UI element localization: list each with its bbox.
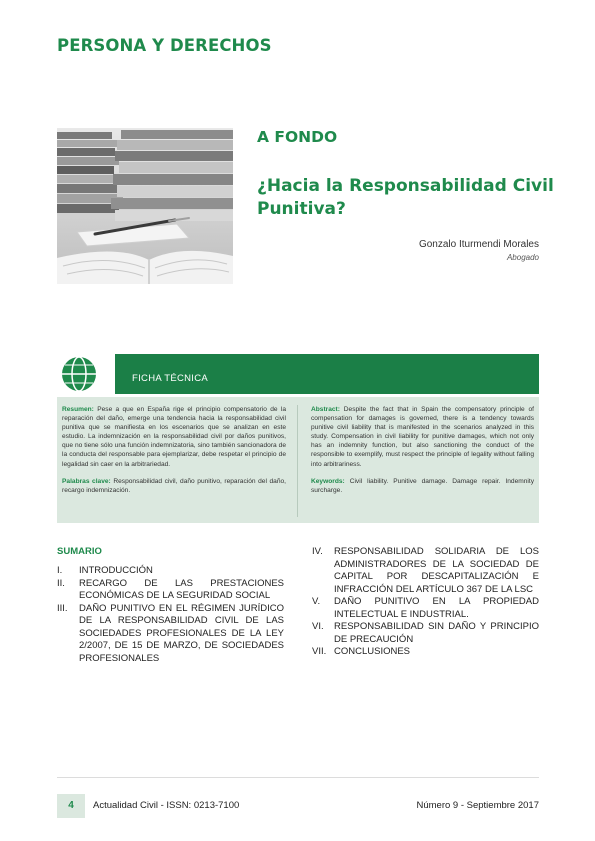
toc-item xyxy=(312,646,539,659)
toc-text: INTRODUCCIÓN xyxy=(79,565,153,576)
column-divider xyxy=(297,405,298,517)
sumario-title: SUMARIO xyxy=(57,546,102,557)
toc-number: VII. xyxy=(312,646,327,657)
globe-emblem-icon xyxy=(59,354,99,394)
author-name: Gonzalo Iturmendi Morales xyxy=(418,239,539,250)
journal-info: Actualidad Civil - ISSN: 0213-7100 xyxy=(93,800,240,811)
resumen-text: Pese a que en España rige el principio compensatorio de la reparación del daño, emerge una tendencia hacia la responsabilidad civil punitiva que se manifiesta en los escenarios que se analizan en este estudio. La indemnización en la responsabilidad civil por daños punitivos, que no tiene sólo una función indemnizatoria, sino también sancionadora de la conducta del responsable para ejemplarizar, debe respetar el principio de legalidad sin caer en la arbitrariedad. xyxy=(62,406,286,468)
toc-number: II. xyxy=(57,577,65,589)
toc-item xyxy=(57,565,284,578)
toc-text: DAÑO PUNITIVO EN EL RÉGIMEN JURÍDICO DE LA RESPONSABILIDAD CIVIL DE LAS SOCIEDADES PROFESIONALES DE LA LEY 2/2007, DE 15 DE MARZO, DE SOCIEDADES PROFESIONALES xyxy=(79,602,284,664)
toc-right-column xyxy=(312,546,539,659)
resumen-paragraph xyxy=(62,405,286,469)
abstract-label: Abstract: xyxy=(311,406,340,413)
resumen-label: Resumen: xyxy=(62,406,94,413)
article-photo xyxy=(57,128,233,284)
article-kicker: A FONDO xyxy=(257,128,338,146)
toc-item xyxy=(312,596,539,621)
page-number: 4 xyxy=(57,794,85,818)
ficha-spanish-column xyxy=(62,405,286,503)
article-title: ¿Hacia la Responsabilidad Civil Punitiva? xyxy=(257,176,554,219)
palabras-paragraph xyxy=(62,477,286,495)
toc-text: RESPONSABILIDAD SIN DAÑO Y PRINCIPIO DE PRECAUCIÓN xyxy=(334,621,539,645)
abstract-paragraph xyxy=(311,405,534,469)
toc-item xyxy=(57,603,284,666)
keywords-label: Keywords: xyxy=(311,477,345,485)
section-title: PERSONA Y DERECHOS xyxy=(57,36,272,55)
toc-number: I. xyxy=(57,565,63,576)
toc-text: RECARGO DE LAS PRESTACIONES ECONÓMICAS DE LA SEGURIDAD SOCIAL xyxy=(79,577,284,601)
toc-text: RESPONSABILIDAD SOLIDARIA DE LOS ADMINISTRADORES DE LA SOCIEDAD DE CAPITAL POR DESCAPITALIZACIÓN E INFRACCIÓN DEL ARTÍCULO 367 DE LA LSC xyxy=(334,546,539,595)
toc-item xyxy=(312,546,539,596)
toc-number: III. xyxy=(57,602,68,614)
abstract-text: Despite the fact that in Spain the compensatory principle of compensation for damages is governed, there is a tendency towards punitive civil liability that is manifested in the scenarios analyzed in this study. Compensation in civil liability for punitive damages, which not only has an indemnity function, but also sanctioning the conduct of the responsible to exemplify, must respect the principle of legality without falling into arbitrariness. xyxy=(311,406,534,468)
ficha-panel xyxy=(57,397,539,523)
toc-text: CONCLUSIONES xyxy=(334,646,411,657)
toc-number: IV. xyxy=(312,546,323,557)
issue-info: Número 9 - Septiembre 2017 xyxy=(416,800,539,811)
books-pen-photo xyxy=(57,128,233,284)
keywords-text: Civil liability. Punitive damage. Damage repair. Indemnity surcharge. xyxy=(311,477,534,494)
footer-divider xyxy=(57,777,539,778)
ficha-english-column xyxy=(311,405,534,503)
toc-number: VI. xyxy=(312,621,324,632)
toc-left-column xyxy=(57,565,284,665)
palabras-text: Responsabilidad civil, daño punitivo, reparación del daño, recargo indemnización. xyxy=(62,477,286,494)
palabras-label: Palabras clave: xyxy=(62,477,111,485)
toc-item xyxy=(57,578,284,603)
ficha-label: FICHA TÉCNICA xyxy=(132,373,209,384)
toc-item xyxy=(312,621,539,646)
toc-number: V. xyxy=(312,596,321,607)
keywords-paragraph xyxy=(311,477,534,495)
author-role: Abogado xyxy=(506,253,539,262)
toc-text: DAÑO PUNITIVO EN LA PROPIEDAD INTELECTUAL E INDUSTRIAL. xyxy=(334,596,539,620)
